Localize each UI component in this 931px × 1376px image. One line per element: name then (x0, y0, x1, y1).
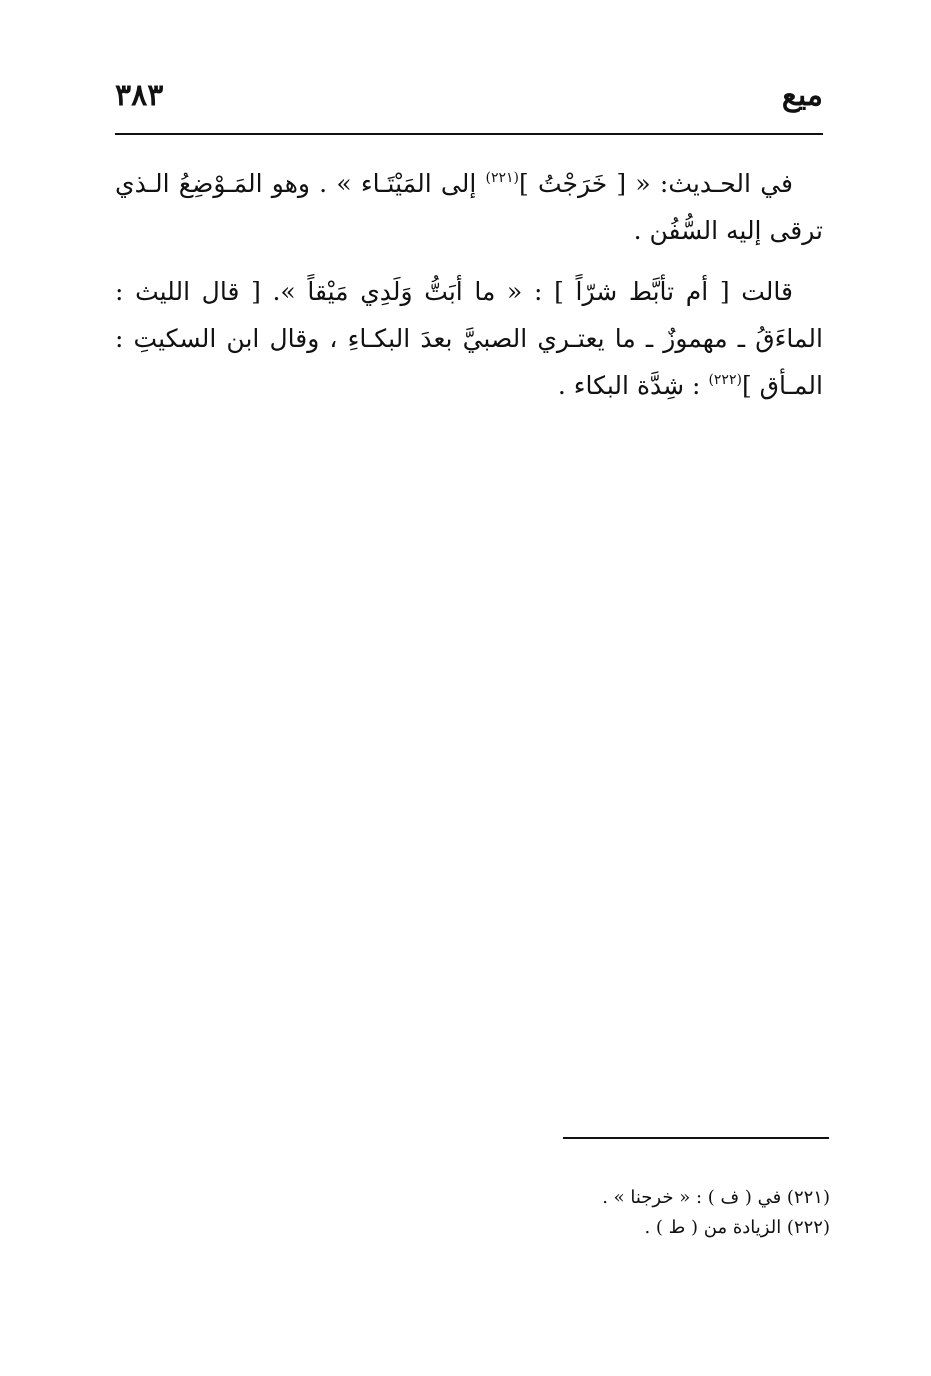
footnote: (٢٢٢) الزيادة من ( ط ) . (644, 1217, 830, 1238)
footnote: (٢٢١) في ( ف ) : « خرجنا » . (602, 1187, 830, 1208)
header-divider (115, 133, 823, 135)
page-header (115, 78, 823, 118)
paragraph (115, 160, 823, 254)
paragraph (115, 268, 823, 409)
paragraph-text: : شِدَّة البكاء . (557, 371, 709, 400)
running-title: ميع (781, 78, 823, 113)
footnotes (115, 1183, 830, 1243)
paragraph-text: قالت [ أم تأبَّط شرّاً ] : « ما أبَتُّ وَلَدِي مَيْقاً ». [ قال الليث : الماءَقُ ـ مهموزٌ ـ ما يعتـري الصبيَّ بعدَ البكـاءِ ، وقال ابن السكيتِ : المـأق ] (115, 277, 823, 400)
paragraph-text: إلى المَيْتَـاء » . وهو المَـوْضِعُ الـذي ترقى إليه السُّفُن . (115, 169, 823, 245)
footnote-reference: (٢٢٢) (708, 372, 742, 388)
main-text (115, 160, 823, 419)
paragraph-text: في الحـديث: « [ خَرَجْتُ ] (519, 169, 793, 198)
footnote-divider (563, 1137, 829, 1139)
page-number: ٣٨٣ (115, 78, 164, 113)
footnote-reference: (٢٢١) (485, 170, 519, 186)
